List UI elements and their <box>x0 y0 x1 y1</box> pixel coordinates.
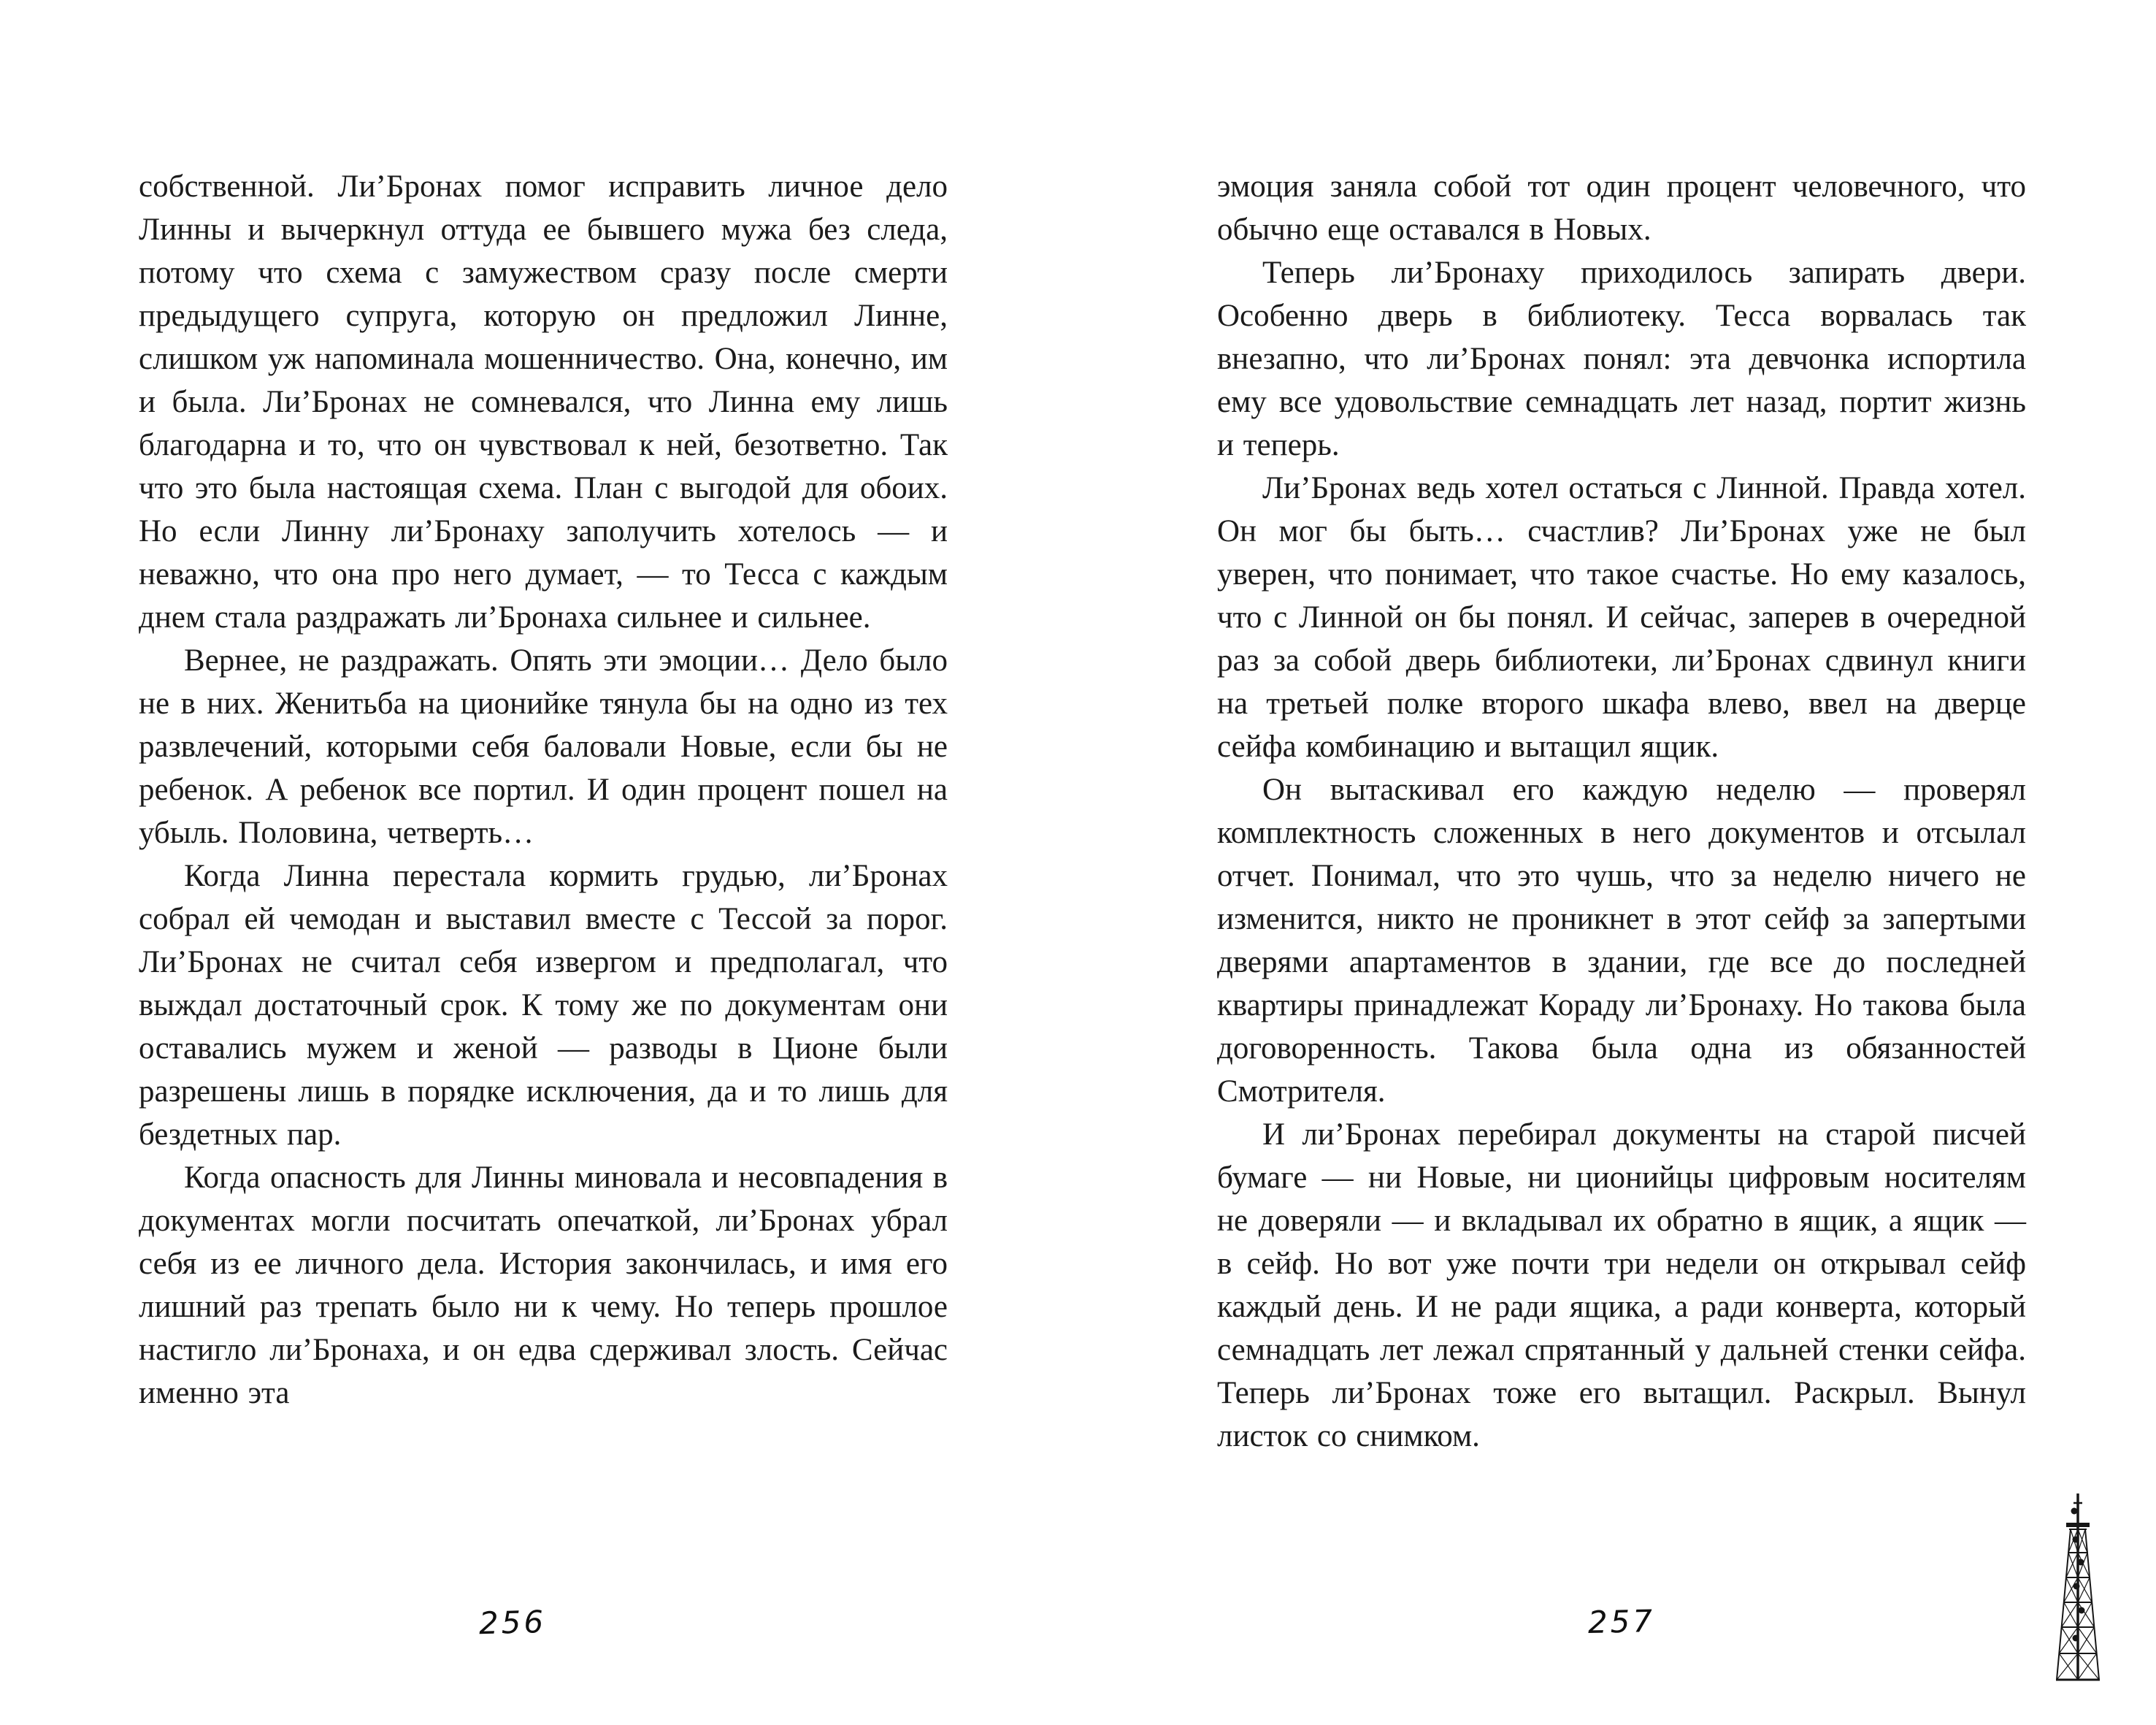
paragraph: Теперь ли’Бронаху приходилось запирать двери. Особенно дверь в библиотеку. Тесса ворвалась так внезапно, что ли’Бронах понял: эта девчонка испортила ему все удовольствие семнадцать лет назад, портит жизнь и теперь. <box>1217 256 2026 462</box>
paragraph: эмоция заняла собой тот один процент человечного, что обычно еще оставался в Новых. <box>1217 169 2026 247</box>
paragraph: И ли’Бронах перебирал документы на старой писчей бумаге — ни Новые, ни ционийцы цифровым носителям не доверяли — и вкладывал их обратно в ящик, а ящик — в сейф. Но вот уже почти три недели он открывал сейф каждый день. И не ради ящика, а ради конверта, который семнадцать лет лежал спрятанный у дальней стенки сейфа. Теперь ли’Бронах тоже его вытащил. Раскрыл. Вынул листок со снимком. <box>1217 1117 2026 1453</box>
paragraph: Ли’Бронах ведь хотел остаться с Линной. Правда хотел. Он мог бы быть… счастлив? Ли’Бронах уже не был уверен, что понимает, что такое счастье. Но ему казалось, что с Линной он бы понял. И сейчас, заперев в очередной раз за собой дверь библиотеки, ли’Бронах сдвинул книги на третьей полке второго шкафа влево, ввел на дверце сейфа комбинацию и вытащил ящик. <box>1217 471 2026 764</box>
paragraph: собственной. Ли’Бронах помог исправить личное дело Линны и вычеркнул оттуда ее бывшего мужа без следа, потому что схема с замужеством сразу после смерти предыдущего супруга, которую он предложил Линне, слишком уж напоминала мошенничество. Она, конечно, им и была. Ли’Бронах не сомневался, что Линна ему лишь благодарна и то, что он чувствовал к ней, безответно. Так что это была настоящая схема. План с выгодой для обоих. Но если Линну ли’Бронаху заполучить хотелось — и неважно, что она про него думает, — то Тесса с каждым днем стала раздражать ли’Бронаха сильнее и сильнее. <box>139 169 948 635</box>
paragraph: Когда Линна перестала кормить грудью, ли’Бронах собрал ей чемодан и выставил вместе с Тессой за порог. Ли’Бронах не считал себя извергом и предполагал, что выждал достаточный срок. К тому же по документам они оставались мужем и женой — разводы в Ционе были разрешены лишь в порядке исключения, да и то лишь для бездетных пар. <box>139 859 948 1152</box>
page-number-right: 257 <box>1587 1603 1656 1640</box>
page-number-left: 256 <box>478 1603 547 1642</box>
radio-tower-icon <box>2055 1491 2101 1683</box>
paragraph: Он вытаскивал его каждую неделю — проверял комплектность сложенных в него документов и отсылал отчет. Понимал, что это чушь, что за неделю ничего не изменится, никто не проникнет в этот сейф за запертыми дверями апартаментов в здании, где все до последней квартиры принадлежат Кораду ли’Бронаху. Но такова была договоренность. Такова была одна из обязанностей Смотрителя. <box>1217 773 2026 1109</box>
page-right <box>1078 0 2156 1725</box>
paragraph: Когда опасность для Линны миновала и несовпадения в документах могли посчитать опечаткой, ли’Бронах убрал себя из ее личного дела. История закончилась, и имя его лишний раз трепать было ни к чему. Но теперь прошлое настигло ли’Бронаха, и он едва сдерживал злость. Сейчас именно эта <box>139 1160 948 1410</box>
left-text-column <box>139 165 948 1415</box>
paragraph: Вернее, не раздражать. Опять эти эмоции… Дело было не в них. Женитьба на ционийке тянула бы на одно из тех развлечений, которыми себя баловали Новые, если бы не ребенок. А ребенок все портил. И один процент пошел на убыль. Половина, четверть… <box>139 643 948 850</box>
right-text-column <box>1217 165 2026 1458</box>
